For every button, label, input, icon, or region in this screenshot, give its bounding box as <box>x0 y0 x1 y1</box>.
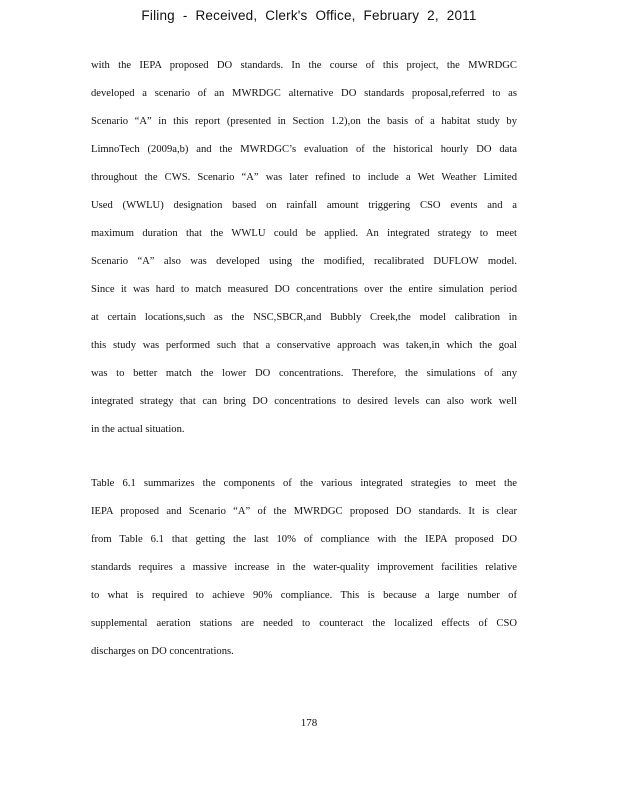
text-line: with the IEPA proposed DO standards. In the course of this project, the MWRDGC <box>91 60 517 71</box>
text-line: Used (WWLU) designation based on rainfall amount triggering CSO events and a <box>91 200 517 211</box>
text-line: IEPA proposed and Scenario “A” of the MWRDGC proposed DO standards. It is clear <box>91 506 517 517</box>
text-line: this study was performed such that a conservative approach was taken,in which the goal <box>91 340 517 351</box>
text-line: integrated strategy that can bring DO concentrations to desired levels can also work well <box>91 396 517 407</box>
text-line: developed a scenario of an MWRDGC alternative DO standards proposal,referred to as <box>91 88 517 99</box>
text-line: Since it was hard to match measured DO concentrations over the entire simulation period <box>91 284 517 295</box>
text-line: LimnoTech (2009a,b) and the MWRDGC’s evaluation of the historical hourly DO data <box>91 144 517 155</box>
text-line: to what is required to achieve 90% compliance. This is because a large number of <box>91 590 517 601</box>
filing-header: Filing - Received, Clerk's Office, February 2, 2011 <box>141 8 477 23</box>
text-line: Scenario “A” also was developed using the modified, recalibrated DUFLOW model. <box>91 256 517 267</box>
text-line: Scenario “A” in this report (presented in Section 1.2),on the basis of a habitat study by <box>91 116 517 127</box>
text-line: Table 6.1 summarizes the components of the various integrated strategies to meet the <box>91 478 517 489</box>
text-line: from Table 6.1 that getting the last 10% of compliance with the IEPA proposed DO <box>91 534 517 545</box>
text-line: supplemental aeration stations are needed to counteract the localized effects of CSO <box>91 618 517 629</box>
text-line: was to better match the lower DO concentrations. Therefore, the simulations of any <box>91 368 517 379</box>
text-line: at certain locations,such as the NSC,SBCR,and Bubbly Creek,the model calibration in <box>91 312 517 323</box>
paragraph-table-6-1-summary <box>91 470 517 666</box>
paragraph-scenario-a <box>91 52 517 444</box>
text-line: maximum duration that the WWLU could be applied. An integrated strategy to meet <box>91 228 517 239</box>
text-line: discharges on DO concentrations. <box>91 646 234 657</box>
text-line: throughout the CWS. Scenario “A” was later refined to include a Wet Weather Limited <box>91 172 517 183</box>
text-line: standards requires a massive increase in the water-quality improvement facilities relative <box>91 562 517 573</box>
page-number: 178 <box>300 717 318 729</box>
text-line: in the actual situation. <box>91 424 185 435</box>
